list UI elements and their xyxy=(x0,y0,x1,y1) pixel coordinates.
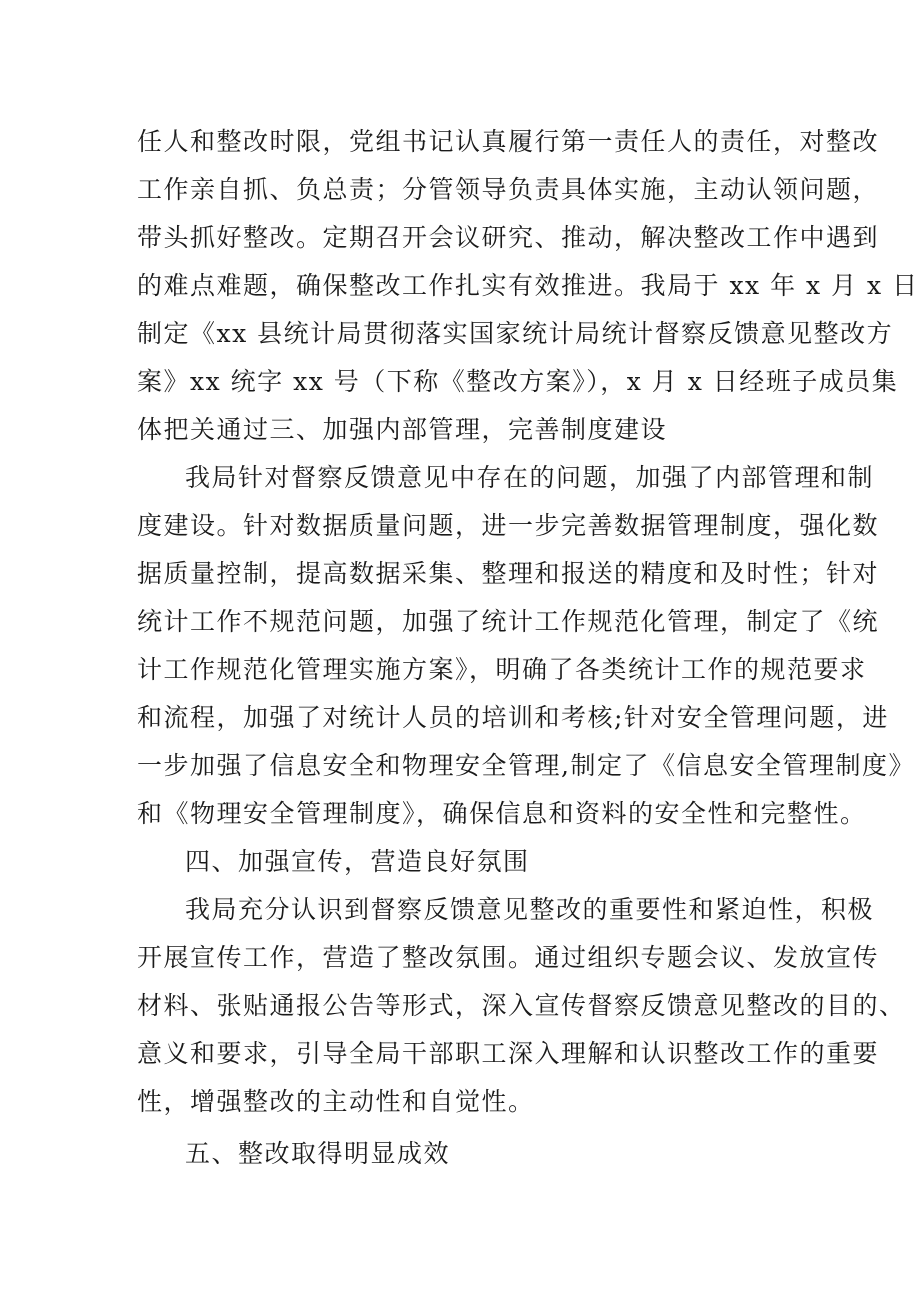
paragraph-1-line-3: 带头抓好整改。定期召开会议研究、推动，解决整改工作中遇到 xyxy=(137,223,880,252)
paragraph-2-line-1: 我局针对督察反馈意见中存在的问题，加强了内部管理和制 xyxy=(185,463,875,492)
paragraph-1-line-6: 案》xx 统字 xx 号（下称《整改方案》），x 月 x 日经班子成员集 xyxy=(137,367,899,396)
paragraph-1-line-4: 的难点难题，确保整改工作扎实有效推进。我局于 xx 年 x 月 x 日 xyxy=(137,271,919,300)
section-heading-5: 五、整改取得明显成效 xyxy=(185,1139,451,1168)
paragraph-3-line-5: 性，增强整改的主动性和自觉性。 xyxy=(137,1087,535,1116)
paragraph-2-line-6: 和流程，加强了对统计人员的培训和考核;针对安全管理问题，进 xyxy=(137,703,889,732)
paragraph-3-line-3: 材料、张贴通报公告等形式，深入宣传督察反馈意见整改的目的、 xyxy=(137,991,906,1020)
paragraph-2-line-2: 度建设。针对数据质量问题，进一步完善数据管理制度，强化数 xyxy=(137,511,880,540)
paragraph-2-line-3: 据质量控制，提高数据采集、整理和报送的精度和及时性；针对 xyxy=(137,559,880,588)
paragraph-3-line-4: 意义和要求，引导全局干部职工深入理解和认识整改工作的重要 xyxy=(137,1039,880,1068)
paragraph-2-line-5: 计工作规范化管理实施方案》，明确了各类统计工作的规范要求 xyxy=(137,655,867,684)
paragraph-2-line-7: 一步加强了信息安全和物理安全管理,制定了《信息安全管理制度》 xyxy=(137,751,915,780)
paragraph-2-line-4: 统计工作不规范问题，加强了统计工作规范化管理，制定了《统 xyxy=(137,607,880,636)
paragraph-1-line-5: 制定《xx 县统计局贯彻落实国家统计局统计督察反馈意见整改方 xyxy=(137,319,894,348)
paragraph-1-line-1: 任人和整改时限，党组书记认真履行第一责任人的责任，对整改 xyxy=(137,127,880,156)
section-heading-4: 四、加强宣传，营造良好氛围 xyxy=(185,847,530,876)
paragraph-3-line-2: 开展宣传工作，营造了整改氛围。通过组织专题会议、发放宣传 xyxy=(137,943,880,972)
paragraph-1-line-2: 工作亲自抓、负总责；分管领导负责具体实施，主动认领问题， xyxy=(137,175,880,204)
paragraph-1-line-7: 体把关通过三、加强内部管理，完善制度建设 xyxy=(137,415,668,444)
paragraph-3-line-1: 我局充分认识到督察反馈意见整改的重要性和紧迫性，积极 xyxy=(185,895,875,924)
paragraph-2-line-8: 和《物理安全管理制度》，确保信息和资料的安全性和完整性。 xyxy=(137,799,867,828)
